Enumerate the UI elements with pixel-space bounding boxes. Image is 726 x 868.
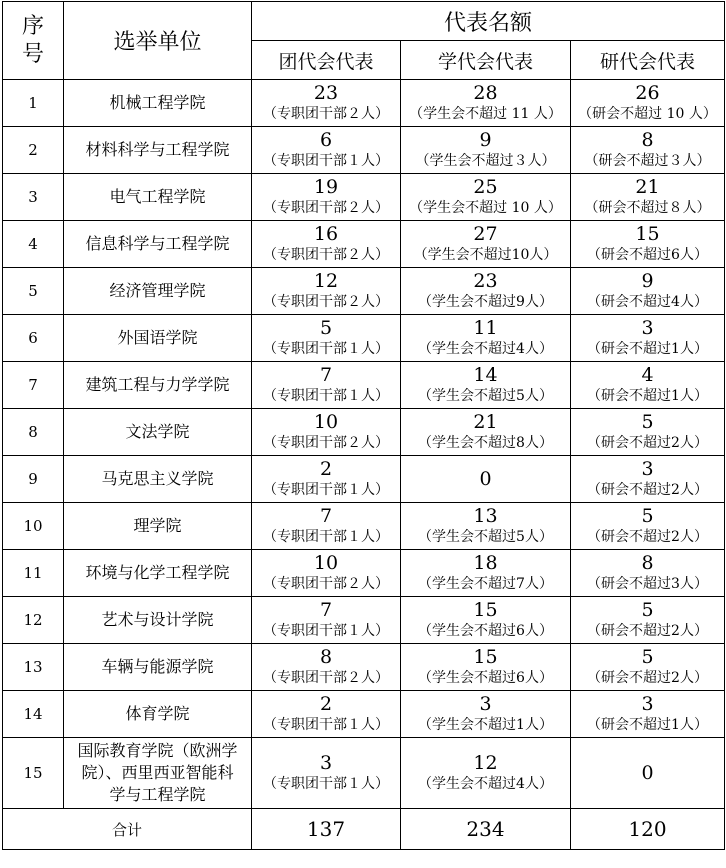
row-graduate-note: （研会不超过2人） xyxy=(587,482,708,498)
row-graduate-count: 0 xyxy=(641,762,654,784)
row-league-count: 12 xyxy=(313,270,339,292)
row-student-count: 15 xyxy=(473,646,498,668)
row-league xyxy=(252,738,401,809)
row-league-note: （专职团干部２人） xyxy=(263,670,389,686)
row-league-note: （专职团干部１人） xyxy=(263,482,389,498)
row-student-note: （学生会不超过 11 人） xyxy=(409,106,562,122)
row-student-count: 9 xyxy=(479,129,492,151)
row-league-count: 23 xyxy=(313,82,339,104)
row-league-count: 2 xyxy=(319,458,333,480)
row-unit: 车辆与能源学院 xyxy=(64,644,252,691)
row-league-count: 7 xyxy=(319,364,333,386)
row-student-count: 18 xyxy=(473,552,498,574)
row-seq: 1 xyxy=(3,80,64,127)
row-student xyxy=(401,503,571,550)
row-league-note: （专职团干部１人） xyxy=(263,529,389,545)
table-row xyxy=(3,268,725,315)
table-row xyxy=(3,315,725,362)
total-label: 合计 xyxy=(3,809,252,850)
row-student xyxy=(401,691,571,738)
row-league-note: （专职团干部１人） xyxy=(263,388,389,404)
row-student-count: 13 xyxy=(473,505,498,527)
row-unit: 环境与化学工程学院 xyxy=(64,550,252,597)
row-student xyxy=(401,221,571,268)
row-graduate xyxy=(571,221,725,268)
row-league-note: （专职团干部２人） xyxy=(263,200,389,216)
row-graduate-count: 15 xyxy=(635,223,660,245)
header-col-graduate: 研代会代表 xyxy=(571,41,725,80)
header-col-league: 团代会代表 xyxy=(252,41,401,80)
table-row xyxy=(3,80,725,127)
representative-quota-table xyxy=(2,1,725,850)
row-graduate xyxy=(571,550,725,597)
row-graduate-count: 5 xyxy=(641,646,654,668)
row-unit: 马克思主义学院 xyxy=(64,456,252,503)
row-student xyxy=(401,644,571,691)
row-graduate-note: （研会不超过2人） xyxy=(587,529,708,545)
row-graduate-count: 26 xyxy=(635,82,660,104)
row-seq: 14 xyxy=(3,691,64,738)
row-league-note: （专职团干部１人） xyxy=(263,717,389,733)
row-graduate xyxy=(571,456,725,503)
table-row xyxy=(3,738,725,809)
row-unit: 外国语学院 xyxy=(64,315,252,362)
row-graduate-note: （研会不超过3人） xyxy=(587,576,708,592)
table-row xyxy=(3,597,725,644)
row-unit: 体育学院 xyxy=(64,691,252,738)
row-graduate-count: 8 xyxy=(641,552,654,574)
row-league-count: 10 xyxy=(313,411,339,433)
row-graduate xyxy=(571,738,725,809)
header-unit: 选举单位 xyxy=(64,2,252,80)
row-graduate-count: 21 xyxy=(635,176,660,198)
row-league xyxy=(252,268,401,315)
row-graduate-count: 5 xyxy=(641,505,654,527)
row-unit: 材料科学与工程学院 xyxy=(64,127,252,174)
row-league-note: （专职团干部２人） xyxy=(263,294,389,310)
row-league xyxy=(252,691,401,738)
row-unit: 国际教育学院（欧洲学院）、西里西亚智能科学与工程学院 xyxy=(64,738,252,809)
row-league xyxy=(252,550,401,597)
row-unit: 文法学院 xyxy=(64,409,252,456)
row-student-count: 0 xyxy=(479,468,492,490)
row-graduate-note: （研会不超过３人） xyxy=(584,153,711,169)
row-graduate xyxy=(571,691,725,738)
row-seq: 4 xyxy=(3,221,64,268)
row-league-count: 7 xyxy=(319,599,333,621)
table-row xyxy=(3,644,725,691)
row-graduate-note: （研会不超过1人） xyxy=(587,717,708,733)
row-graduate xyxy=(571,644,725,691)
row-student-count: 28 xyxy=(473,82,498,104)
row-student-note: （学生会不超过6人） xyxy=(418,670,553,686)
row-unit: 理学院 xyxy=(64,503,252,550)
row-student-count: 3 xyxy=(479,693,492,715)
row-student-note: （学生会不超过6人） xyxy=(418,623,553,639)
row-student-note: （学生会不超过３人） xyxy=(415,153,556,169)
row-student-count: 14 xyxy=(473,364,498,386)
row-league xyxy=(252,362,401,409)
row-seq: 11 xyxy=(3,550,64,597)
row-seq: 2 xyxy=(3,127,64,174)
total-student: 234 xyxy=(401,809,571,850)
row-graduate-count: 5 xyxy=(641,599,654,621)
row-graduate-count: 3 xyxy=(641,458,654,480)
row-unit: 经济管理学院 xyxy=(64,268,252,315)
row-league xyxy=(252,221,401,268)
row-league xyxy=(252,315,401,362)
row-student xyxy=(401,268,571,315)
row-student-note: （学生会不超过5人） xyxy=(418,388,553,404)
row-student-note: （学生会不超过4人） xyxy=(418,776,553,792)
row-graduate xyxy=(571,503,725,550)
table-row xyxy=(3,409,725,456)
row-seq: 9 xyxy=(3,456,64,503)
row-student xyxy=(401,127,571,174)
row-league xyxy=(252,409,401,456)
row-seq: 15 xyxy=(3,738,64,809)
row-graduate-count: 3 xyxy=(641,693,654,715)
table-row xyxy=(3,127,725,174)
row-unit: 艺术与设计学院 xyxy=(64,597,252,644)
row-student-note: （学生会不超过10人） xyxy=(413,247,558,263)
row-seq: 12 xyxy=(3,597,64,644)
row-seq: 3 xyxy=(3,174,64,221)
row-seq: 7 xyxy=(3,362,64,409)
row-league-note: （专职团干部１人） xyxy=(263,623,389,639)
row-graduate-note: （研会不超过1人） xyxy=(587,341,708,357)
row-league-count: 5 xyxy=(319,317,333,339)
row-student xyxy=(401,362,571,409)
row-league xyxy=(252,127,401,174)
row-league-count: 7 xyxy=(319,505,333,527)
row-seq: 8 xyxy=(3,409,64,456)
row-student xyxy=(401,597,571,644)
row-league-count: 16 xyxy=(313,223,339,245)
row-league-count: 10 xyxy=(313,552,339,574)
row-league-note: （专职团干部２人） xyxy=(263,576,389,592)
row-student-note: （学生会不超过5人） xyxy=(418,529,553,545)
row-league-count: 3 xyxy=(319,752,333,774)
row-graduate xyxy=(571,174,725,221)
total-league: 137 xyxy=(252,809,401,850)
row-graduate-count: 3 xyxy=(641,317,654,339)
row-student-note: （学生会不超过 10 人） xyxy=(409,200,562,216)
row-graduate xyxy=(571,409,725,456)
row-student-note: （学生会不超过1人） xyxy=(418,717,553,733)
row-graduate xyxy=(571,80,725,127)
row-unit: 建筑工程与力学学院 xyxy=(64,362,252,409)
table-row xyxy=(3,691,725,738)
row-graduate-note: （研会不超过2人） xyxy=(587,435,708,451)
row-seq: 10 xyxy=(3,503,64,550)
header-seq xyxy=(3,2,64,80)
row-league-note: （专职团干部２人） xyxy=(263,435,389,451)
row-student-note: （学生会不超过9人） xyxy=(418,294,553,310)
row-graduate-note: （研会不超过2人） xyxy=(587,670,708,686)
header-col-student: 学代会代表 xyxy=(401,41,571,80)
row-seq: 6 xyxy=(3,315,64,362)
row-student-note: （学生会不超过8人） xyxy=(418,435,553,451)
total-row xyxy=(3,809,725,850)
row-graduate xyxy=(571,268,725,315)
table-row xyxy=(3,221,725,268)
row-student-count: 11 xyxy=(473,317,498,339)
row-graduate xyxy=(571,315,725,362)
row-graduate-note: （研会不超过８人） xyxy=(584,200,711,216)
row-student xyxy=(401,315,571,362)
header-quota-group: 代表名额 xyxy=(252,2,725,41)
row-graduate xyxy=(571,362,725,409)
table-row xyxy=(3,362,725,409)
row-graduate-count: 8 xyxy=(641,129,654,151)
row-student xyxy=(401,456,571,503)
row-league-count: 8 xyxy=(319,646,333,668)
row-student-count: 21 xyxy=(473,411,498,433)
row-league-note: （专职团干部２人） xyxy=(263,106,389,122)
table-row xyxy=(3,503,725,550)
row-seq: 5 xyxy=(3,268,64,315)
row-student xyxy=(401,550,571,597)
row-graduate-note: （研会不超过1人） xyxy=(587,388,708,404)
row-league xyxy=(252,80,401,127)
row-league-count: 2 xyxy=(319,693,333,715)
row-league xyxy=(252,174,401,221)
row-unit: 信息科学与工程学院 xyxy=(64,221,252,268)
row-graduate-note: （研会不超过4人） xyxy=(587,294,708,310)
row-league-note: （专职团干部１人） xyxy=(263,153,389,169)
row-student xyxy=(401,409,571,456)
row-graduate-note: （研会不超过6人） xyxy=(587,247,708,263)
row-graduate-count: 4 xyxy=(641,364,654,386)
row-seq: 13 xyxy=(3,644,64,691)
row-graduate-count: 9 xyxy=(641,270,654,292)
row-student-count: 15 xyxy=(473,599,498,621)
row-league-count: 19 xyxy=(313,176,339,198)
row-student-count: 27 xyxy=(473,223,498,245)
table-row xyxy=(3,174,725,221)
row-league-count: 6 xyxy=(319,129,333,151)
header-seq-label: 序号 xyxy=(21,13,44,67)
row-student-count: 23 xyxy=(473,270,498,292)
row-student xyxy=(401,738,571,809)
row-league-note: （专职团干部１人） xyxy=(263,341,389,357)
table-row xyxy=(3,456,725,503)
row-graduate xyxy=(571,127,725,174)
total-graduate: 120 xyxy=(571,809,725,850)
row-student xyxy=(401,174,571,221)
row-league xyxy=(252,456,401,503)
row-league xyxy=(252,597,401,644)
row-unit: 电气工程学院 xyxy=(64,174,252,221)
row-student-note: （学生会不超过4人） xyxy=(418,341,553,357)
row-student-count: 12 xyxy=(473,752,498,774)
row-league-note: （专职团干部２人） xyxy=(263,247,389,263)
row-league xyxy=(252,644,401,691)
row-graduate-note: （研会不超过 10 人） xyxy=(578,106,717,122)
row-student xyxy=(401,80,571,127)
table-row xyxy=(3,550,725,597)
row-student-note: （学生会不超过7人） xyxy=(418,576,553,592)
row-graduate-count: 5 xyxy=(641,411,654,433)
row-unit: 机械工程学院 xyxy=(64,80,252,127)
row-league-note: （专职团干部１人） xyxy=(263,776,389,792)
row-league xyxy=(252,503,401,550)
row-student-count: 25 xyxy=(473,176,498,198)
row-graduate-note: （研会不超过2人） xyxy=(587,623,708,639)
row-graduate xyxy=(571,597,725,644)
